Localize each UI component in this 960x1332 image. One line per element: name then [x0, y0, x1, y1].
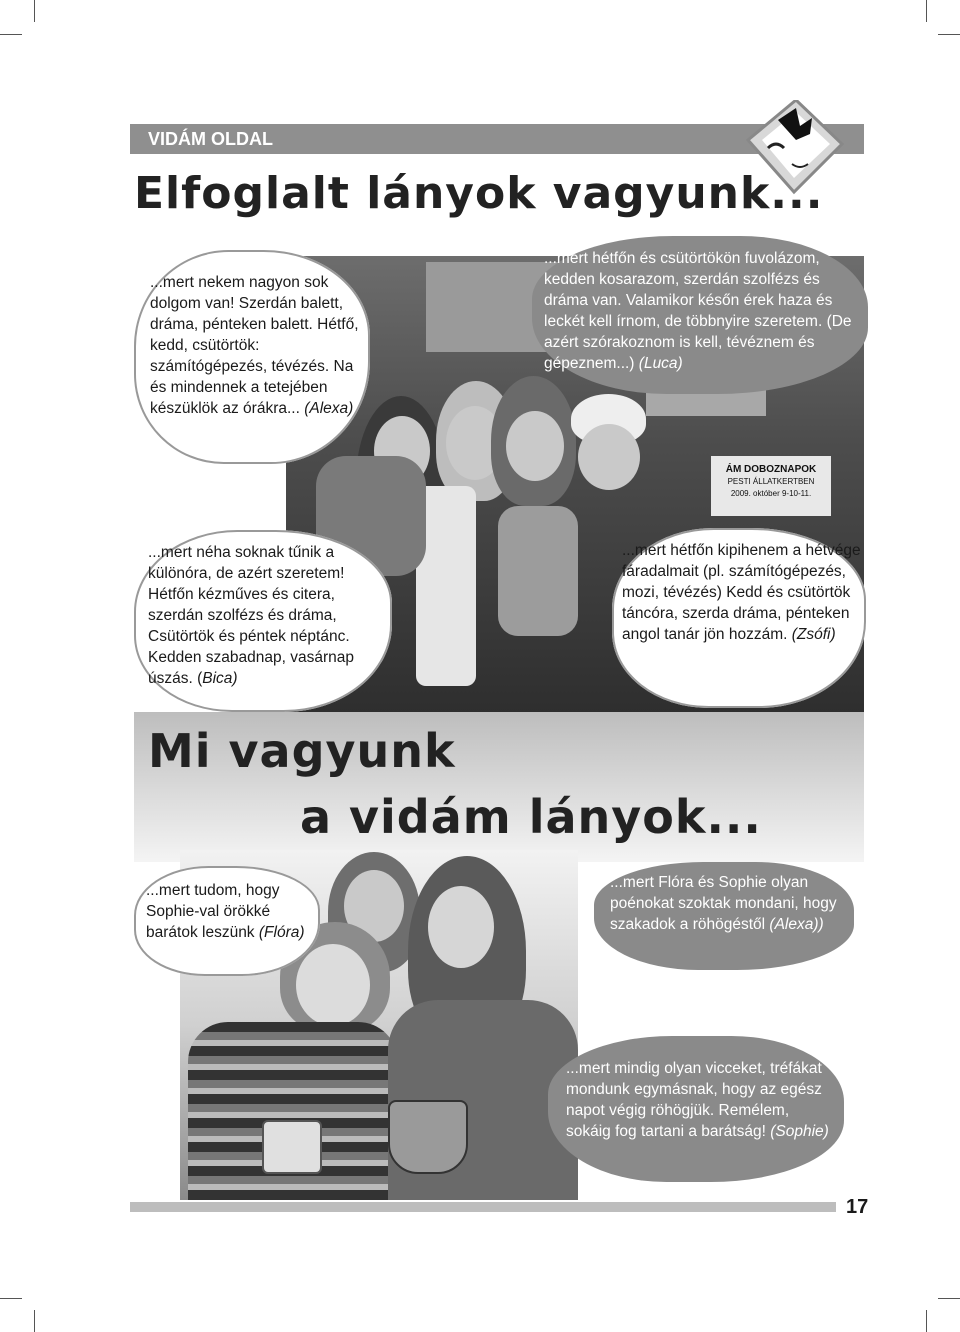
footer-bar: [130, 1202, 836, 1212]
page-number: 17: [846, 1196, 869, 1218]
photo-sign: ÁM DOBOZNAPOK PESTI ÁLLATKERTBEN 2009. október 9-10-11.: [711, 456, 831, 516]
quote-flora: ...mert tudom, hogy Sophie-val örökké barátok leszünk (Flóra): [146, 882, 305, 941]
mid-title-line2: a vidám lányok...: [300, 790, 762, 844]
mug: [262, 1120, 322, 1174]
crop-mark: [938, 34, 960, 35]
crop-mark: [0, 1298, 22, 1299]
mid-title-line1: Mi vagyunk: [148, 724, 456, 778]
crop-mark: [938, 1298, 960, 1299]
page-title: Elfoglalt lányok vagyunk...: [134, 168, 824, 219]
quote-bica: ...mert néha soknak tűnik a különóra, de azért szeretem! Hétfőn kézműves és citera, szerdán szolfézs és dráma, Csütörtök és péntek néptánc. Kedden szabadnap, vasárnap úszás. (Bica): [148, 544, 354, 687]
section-label: VIDÁM OLDAL: [148, 129, 273, 149]
crop-mark: [926, 1310, 927, 1332]
quote-sophie: ...mert mindig olyan vicceket, tréfákat mondunk egymásnak, hogy az egész napot végig röhögjük. Remélem, sokáig fog tartani a barátság! (Sophie): [566, 1060, 829, 1140]
flower-pot: [388, 1100, 468, 1174]
quote-alexa: ...mert nekem nagyon sok dolgom van! Szerdán balett, dráma, pénteken balett. Hétfő, kedd, csütörtök: számítógépezés, tévézés. Na és mindennek a tetejében készüklök az órákra... (Alexa): [150, 274, 359, 417]
crop-mark: [0, 34, 22, 35]
quote-zsofi: ...mert hétfőn kipihenem a hétvége fáradalmait (pl. számítógépezés, mozi, tévézés) Kedd és csütörtök táncóra, szerda dráma, pénteken angol tanár jön hozzám. (Zsófi): [622, 542, 861, 643]
crop-mark: [34, 1310, 35, 1332]
crop-mark: [926, 0, 927, 22]
crop-mark: [34, 0, 35, 22]
quote-luca: ...mert hétfőn és csütörtökön fuvolázom, kedden kosarazom, szerdán szolfézs és dráma van. Valamikor későn érek haza és leckét kell írnom, de többnyire szeretem. (De azért szórakoznom is kell, tévéznem és gépeznem...) (Luca): [544, 250, 852, 372]
quote-alexa2: ...mert Flóra és Sophie olyan poénokat szoktak mondani, hogy szakadok a röhögéstől (Alexa)): [610, 874, 837, 933]
